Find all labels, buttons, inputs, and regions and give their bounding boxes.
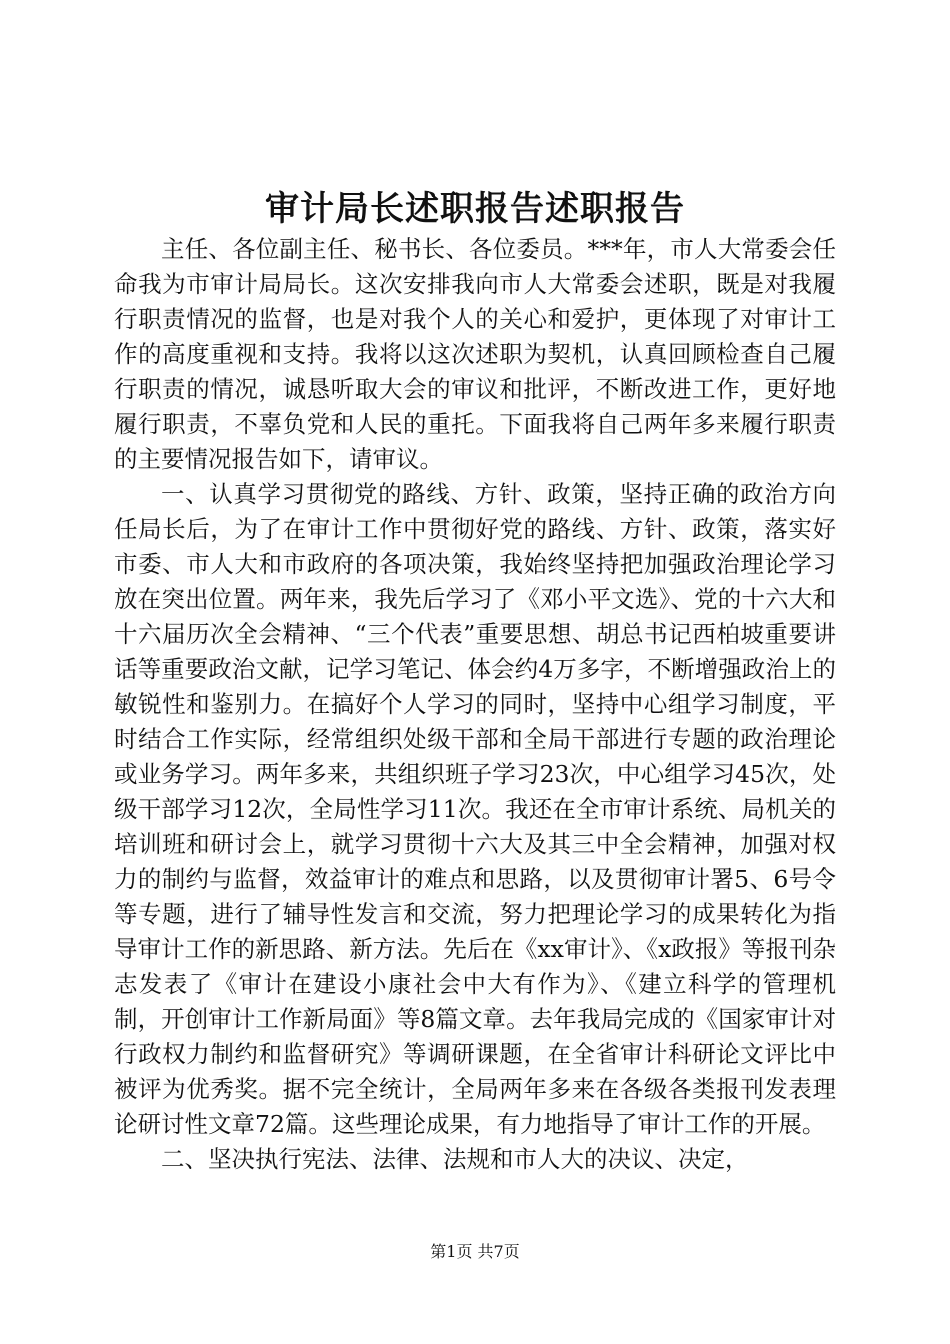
paragraph-intro: 主任、各位副主任、秘书长、各位委员。***年，市人大常委会任命我为市审计局局长。这次安排我向市人大常委会述职，既是对我履行职责情况的监督，也是对我个人的关心和爱护，更体现了对审计工作的高度重视和支持。我将以这次述职为契机，认真回顾检查自己履行职责的情况，诚恳听取大会的审议和批评，不断改进工作，更好地履行职责，不辜负党和人民的重托。下面我将自己两年多来履行职责的主要情况报告如下，请审议。 <box>114 235 836 473</box>
document-body <box>114 232 836 1177</box>
paragraph-section-two: 二、坚决执行宪法、法律、法规和市人大的决议、决定， <box>161 1145 749 1173</box>
document-title: 审计局长述职报告述职报告 <box>265 189 685 229</box>
paragraph-section-one: 一、认真学习贯彻党的路线、方针、政策，坚持正确的政治方向任局长后，为了在审计工作中贯彻好党的路线、方针、政策，落实好市委、市人大和市政府的各项决策，我始终坚持把加强政治理论学习放在突出位置。两年来，我先后学习了《邓小平文选》、党的十六大和十六届历次全会精神、“三个代表”重要思想、胡总书记西柏坡重要讲话等重要政治文献，记学习笔记、体会约4万多字，不断增强政治上的敏锐性和鉴别力。在搞好个人学习的同时，坚持中心组学习制度，平时结合工作实际，经常组织处级干部和全局干部进行专题的政治理论或业务学习。两年多来，共组织班子学习23次，中心组学习45次，处级干部学习12次，全局性学习11次。我还在全市审计系统、局机关的培训班和研讨会上，就学习贯彻十六大及其三中全会精神，加强对权力的制约与监督，效益审计的难点和思路，以及贯彻审计署5、6号令等专题，进行了辅导性发言和交流，努力把理论学习的成果转化为指导审计工作的新思路、新方法。先后在《xx审计》、《x政报》等报刊杂志发表了《审计在建设小康社会中大有作为》、《建立科学的管理机制，开创审计工作新局面》等8篇文章。去年我局完成的《国家审计对行政权力制约和监督研究》等调研课题，在全省审计科研论文评比中被评为优秀奖。据不完全统计，全局两年多来在各级各类报刊发表理论研讨性文章72篇。这些理论成果，有力地指导了审计工作的开展。 <box>114 480 836 1138</box>
page-footer: 第1页 共7页 <box>430 1242 520 1261</box>
